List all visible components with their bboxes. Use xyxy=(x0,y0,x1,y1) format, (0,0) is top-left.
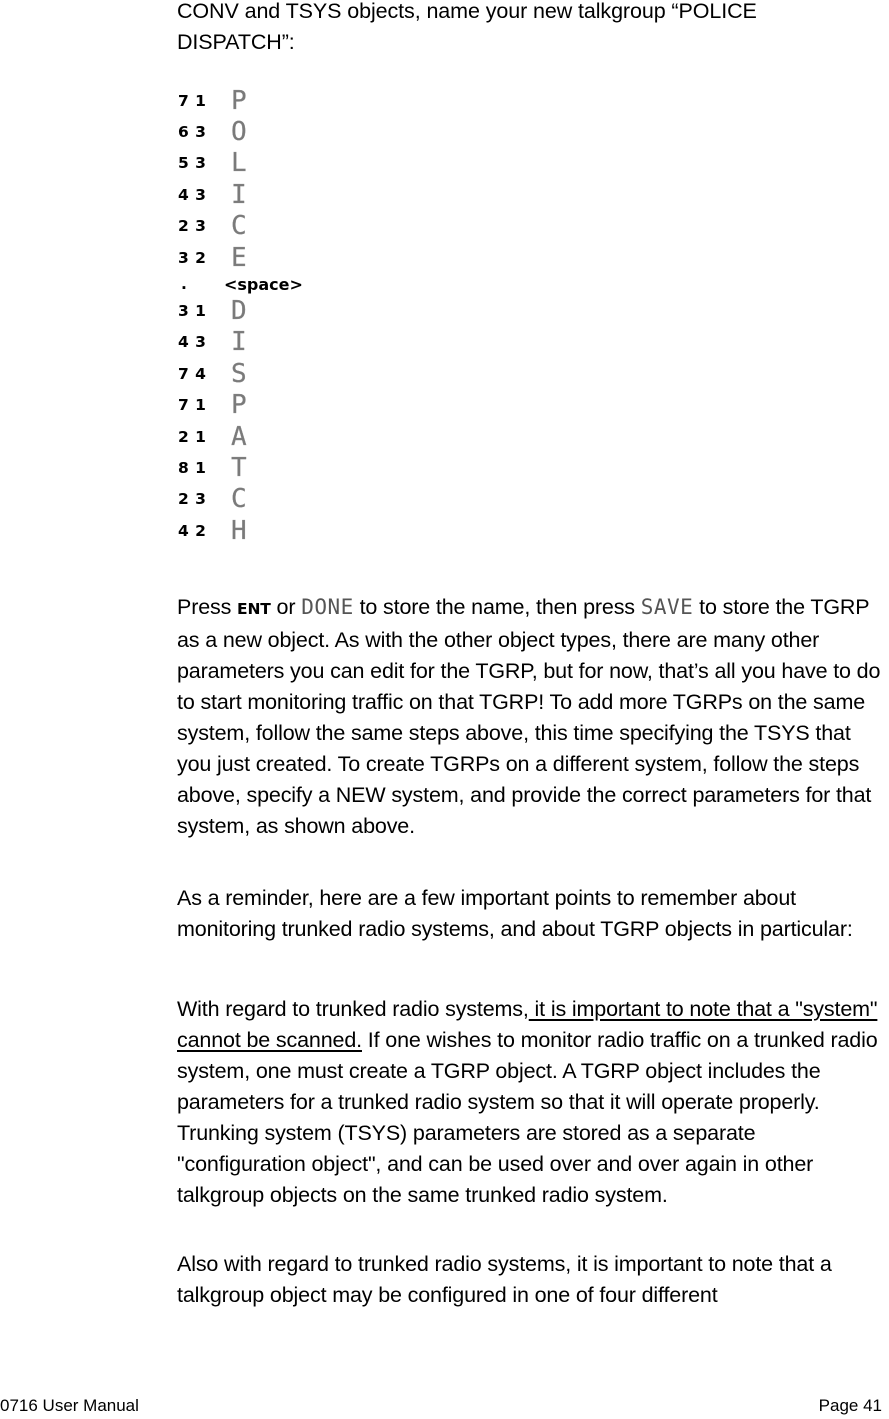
keypad-keys: 2 3 xyxy=(178,217,207,236)
lcd-character: P xyxy=(231,85,247,116)
footer-manual-title: 0716 User Manual xyxy=(0,1396,139,1415)
paragraph-reminder xyxy=(177,883,889,945)
keypad-keys: 5 3 xyxy=(178,154,207,173)
paragraph-store-name xyxy=(177,592,889,842)
lcd-character: I xyxy=(231,327,247,358)
paragraph-trunked-systems xyxy=(177,994,889,1211)
lcd-character: P xyxy=(231,390,247,421)
text: Press xyxy=(177,595,238,619)
key-row xyxy=(178,295,303,326)
done-softkey-label: DONE xyxy=(301,595,354,619)
keypad-keys: 3 2 xyxy=(178,248,207,267)
intro-text: CONV and TSYS objects, name your new talkgroup “POLICE DISPATCH”: xyxy=(177,0,757,54)
keypad-keys: . xyxy=(181,275,188,294)
key-row xyxy=(178,421,303,452)
lcd-character: L xyxy=(231,148,247,179)
text: If one wishes to monitor radio traffic on a trunked radio system, one must create a TGRP object. A TGRP object includes the parameters for a trunked radio system so that it will operate properly. Trunking system (TSYS) parameters are stored as a separate "configuration object", and can be used over and over again in other talkgroup objects on the same trunked radio system. xyxy=(177,1028,878,1207)
keypad-keys: 7 1 xyxy=(178,396,207,415)
lcd-character: D xyxy=(231,296,247,327)
text: or xyxy=(270,595,302,619)
key-row xyxy=(178,515,303,546)
paragraph-talkgroup-config xyxy=(177,1249,889,1311)
lcd-character: C xyxy=(231,211,247,242)
key-row xyxy=(178,390,303,421)
keypad-keys: 8 1 xyxy=(178,458,207,477)
lcd-character: C xyxy=(231,484,247,515)
key-row xyxy=(178,179,303,210)
underlined-note: it is important to note that a "system" cannot be scanned. xyxy=(177,997,878,1052)
lcd-character: I xyxy=(231,179,247,210)
keypad-keys: 6 3 xyxy=(178,123,207,142)
key-row xyxy=(178,148,303,179)
lcd-character: T xyxy=(231,452,247,483)
keypad-keys: 3 1 xyxy=(178,302,207,321)
key-row xyxy=(178,358,303,389)
ent-key-label: ENT xyxy=(237,600,271,618)
footer-page-number: Page 41 xyxy=(818,1396,882,1415)
text: As a reminder, here are a few important points to remember about monitoring trunked radio systems, and about TGRP objects in particular: xyxy=(177,886,853,941)
text: With regard to trunked radio systems, xyxy=(177,997,529,1021)
keypad-keys: 4 3 xyxy=(178,333,207,352)
key-row xyxy=(178,327,303,358)
lcd-character: E xyxy=(231,242,247,273)
key-row xyxy=(178,242,303,273)
text: to store the TGRP as a new object. As with the other object types, there are many other parameters you can edit for the TGRP, but for now, that’s all you have to do to start monitoring traffic on that TGRP! To add more TGRPs on the same system, follow the same steps above, this time specifying the TSYS that you just created. To create TGRPs on a different system, follow the steps above, specify a NEW system, and provide the correct parameters for that system, as shown above. xyxy=(177,595,881,838)
lcd-character: S xyxy=(231,358,247,389)
keypad-keys: 4 3 xyxy=(178,185,207,204)
key-row xyxy=(178,85,303,116)
lcd-character: A xyxy=(231,421,247,452)
text: to store the name, then press xyxy=(353,595,641,619)
lcd-character: H xyxy=(231,515,247,546)
lcd-character: O xyxy=(231,117,247,148)
key-row xyxy=(178,273,303,295)
text: Also with regard to trunked radio systems, it is important to note that a talkgroup object may be configured in one of four different xyxy=(177,1252,832,1307)
key-row xyxy=(178,211,303,242)
keypad-keys: 2 1 xyxy=(178,427,207,446)
keypad-keys: 4 2 xyxy=(178,521,207,540)
save-softkey-label: SAVE xyxy=(640,595,694,619)
key-sequence-list xyxy=(178,85,303,546)
keypad-keys: 2 3 xyxy=(178,490,207,509)
keypad-keys: 7 1 xyxy=(178,91,207,110)
key-row xyxy=(178,116,303,147)
keypad-keys: 7 4 xyxy=(178,364,207,383)
key-row xyxy=(178,452,303,483)
key-row xyxy=(178,484,303,515)
space-label: <space> xyxy=(224,274,303,294)
